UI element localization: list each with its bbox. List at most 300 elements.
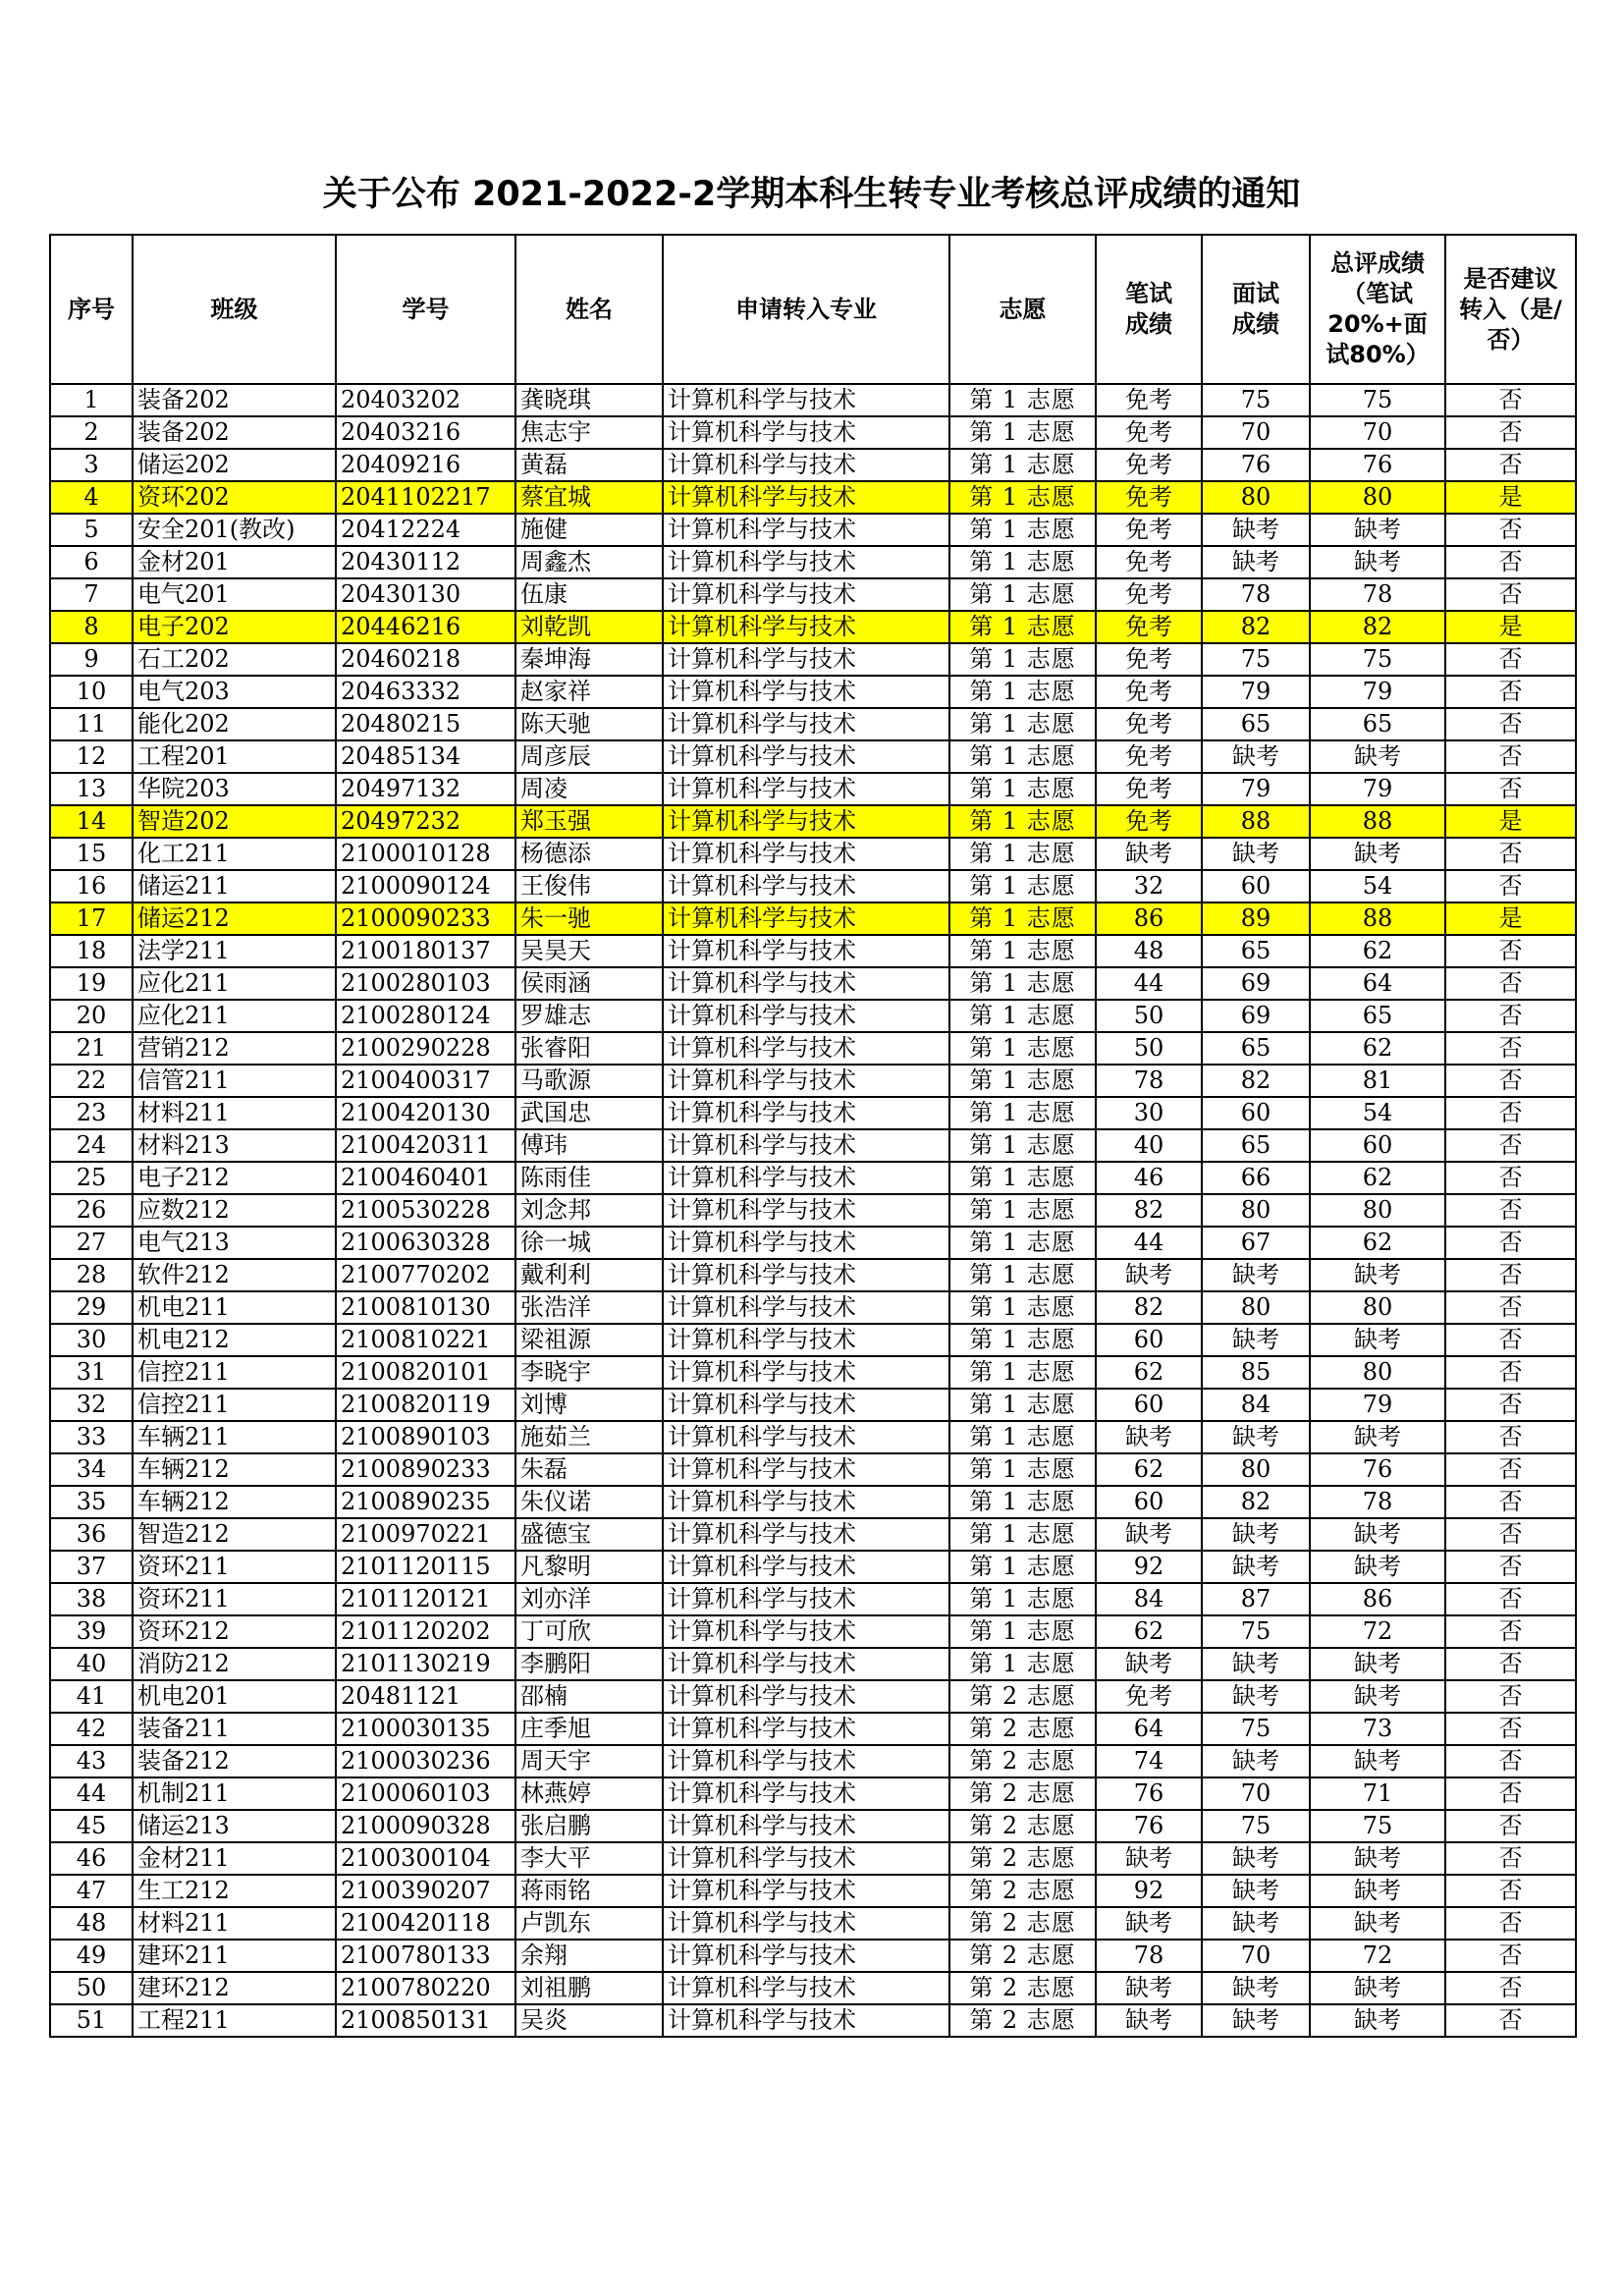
header-row xyxy=(50,235,1576,384)
cell-total-score: 80 xyxy=(1310,481,1445,514)
cell-student-id: 2100390207 xyxy=(336,1875,515,1907)
cell-recommend: 否 xyxy=(1445,1583,1576,1615)
cell-written-score: 78 xyxy=(1096,1940,1202,1972)
cell-preference: 第 2 志愿 xyxy=(949,1972,1096,2004)
cell-student-id: 20497132 xyxy=(336,773,515,805)
cell-student-id: 20497232 xyxy=(336,805,515,838)
cell-total-score: 缺考 xyxy=(1310,1745,1445,1777)
cell-recommend: 否 xyxy=(1445,1680,1576,1713)
cell-class: 信控211 xyxy=(133,1356,336,1389)
table-row xyxy=(50,1875,1576,1907)
cell-preference: 第 1 志愿 xyxy=(949,1518,1096,1551)
cell-major: 计算机科学与技术 xyxy=(663,1227,949,1259)
cell-preference: 第 1 志愿 xyxy=(949,1000,1096,1032)
table-row xyxy=(50,805,1576,838)
cell-name: 刘博 xyxy=(515,1389,663,1421)
cell-recommend: 否 xyxy=(1445,416,1576,449)
cell-class: 资环212 xyxy=(133,1615,336,1648)
cell-index: 28 xyxy=(50,1259,133,1291)
cell-total-score: 72 xyxy=(1310,1940,1445,1972)
cell-recommend: 否 xyxy=(1445,1907,1576,1940)
cell-index: 6 xyxy=(50,546,133,578)
cell-written-score: 免考 xyxy=(1096,740,1202,773)
cell-student-id: 2100030135 xyxy=(336,1713,515,1745)
cell-student-id: 2100850131 xyxy=(336,2004,515,2037)
cell-major: 计算机科学与技术 xyxy=(663,1648,949,1680)
cell-recommend: 否 xyxy=(1445,1551,1576,1583)
cell-recommend: 是 xyxy=(1445,902,1576,935)
cell-total-score: 79 xyxy=(1310,773,1445,805)
cell-written-score: 缺考 xyxy=(1096,1421,1202,1453)
cell-name: 徐一城 xyxy=(515,1227,663,1259)
cell-interview-score: 75 xyxy=(1202,1615,1310,1648)
cell-name: 赵家祥 xyxy=(515,676,663,708)
cell-name: 林燕婷 xyxy=(515,1777,663,1810)
cell-index: 26 xyxy=(50,1194,133,1227)
cell-preference: 第 1 志愿 xyxy=(949,1259,1096,1291)
cell-preference: 第 1 志愿 xyxy=(949,935,1096,967)
cell-interview-score: 缺考 xyxy=(1202,1745,1310,1777)
cell-preference: 第 1 志愿 xyxy=(949,578,1096,611)
cell-interview-score: 82 xyxy=(1202,1065,1310,1097)
cell-recommend: 否 xyxy=(1445,1810,1576,1842)
table-row xyxy=(50,1518,1576,1551)
cell-major: 计算机科学与技术 xyxy=(663,1777,949,1810)
cell-preference: 第 2 志愿 xyxy=(949,1680,1096,1713)
table-row xyxy=(50,384,1576,416)
cell-student-id: 2100890103 xyxy=(336,1421,515,1453)
cell-index: 22 xyxy=(50,1065,133,1097)
cell-index: 49 xyxy=(50,1940,133,1972)
cell-index: 17 xyxy=(50,902,133,935)
cell-class: 装备212 xyxy=(133,1745,336,1777)
table-row xyxy=(50,1940,1576,1972)
cell-name: 张浩洋 xyxy=(515,1291,663,1324)
cell-class: 化工211 xyxy=(133,838,336,870)
cell-class: 生工212 xyxy=(133,1875,336,1907)
cell-interview-score: 75 xyxy=(1202,1810,1310,1842)
cell-name: 周鑫杰 xyxy=(515,546,663,578)
cell-major: 计算机科学与技术 xyxy=(663,1875,949,1907)
cell-index: 21 xyxy=(50,1032,133,1065)
cell-major: 计算机科学与技术 xyxy=(663,546,949,578)
cell-interview-score: 缺考 xyxy=(1202,740,1310,773)
cell-student-id: 2100820101 xyxy=(336,1356,515,1389)
cell-total-score: 64 xyxy=(1310,967,1445,1000)
cell-name: 武国忠 xyxy=(515,1097,663,1129)
cell-total-score: 75 xyxy=(1310,643,1445,676)
cell-total-score: 缺考 xyxy=(1310,1421,1445,1453)
cell-written-score: 84 xyxy=(1096,1583,1202,1615)
cell-name: 周天宇 xyxy=(515,1745,663,1777)
cell-written-score: 60 xyxy=(1096,1486,1202,1518)
cell-major: 计算机科学与技术 xyxy=(663,1810,949,1842)
cell-student-id: 2100400317 xyxy=(336,1065,515,1097)
table-row xyxy=(50,1648,1576,1680)
cell-total-score: 73 xyxy=(1310,1713,1445,1745)
cell-preference: 第 1 志愿 xyxy=(949,611,1096,643)
cell-interview-score: 82 xyxy=(1202,1486,1310,1518)
cell-preference: 第 2 志愿 xyxy=(949,1875,1096,1907)
cell-interview-score: 79 xyxy=(1202,773,1310,805)
table-row xyxy=(50,1356,1576,1389)
cell-recommend: 否 xyxy=(1445,1227,1576,1259)
cell-student-id: 2100030236 xyxy=(336,1745,515,1777)
cell-index: 5 xyxy=(50,514,133,546)
cell-class: 软件212 xyxy=(133,1259,336,1291)
header-cell: 申请转入专业 xyxy=(663,235,949,384)
cell-major: 计算机科学与技术 xyxy=(663,1259,949,1291)
cell-class: 电气213 xyxy=(133,1227,336,1259)
cell-name: 卢凯东 xyxy=(515,1907,663,1940)
cell-recommend: 否 xyxy=(1445,1194,1576,1227)
cell-written-score: 82 xyxy=(1096,1291,1202,1324)
cell-recommend: 否 xyxy=(1445,1615,1576,1648)
cell-preference: 第 2 志愿 xyxy=(949,1940,1096,1972)
cell-interview-score: 76 xyxy=(1202,449,1310,481)
cell-student-id: 2100630328 xyxy=(336,1227,515,1259)
cell-written-score: 86 xyxy=(1096,902,1202,935)
cell-student-id: 20485134 xyxy=(336,740,515,773)
cell-index: 51 xyxy=(50,2004,133,2037)
cell-recommend: 否 xyxy=(1445,773,1576,805)
cell-interview-score: 缺考 xyxy=(1202,1518,1310,1551)
cell-student-id: 20481121 xyxy=(336,1680,515,1713)
cell-recommend: 是 xyxy=(1445,481,1576,514)
cell-name: 朱磊 xyxy=(515,1453,663,1486)
cell-index: 39 xyxy=(50,1615,133,1648)
cell-student-id: 2100970221 xyxy=(336,1518,515,1551)
cell-major: 计算机科学与技术 xyxy=(663,1745,949,1777)
cell-class: 电子212 xyxy=(133,1162,336,1194)
cell-name: 侯雨涵 xyxy=(515,967,663,1000)
cell-name: 陈天驰 xyxy=(515,708,663,740)
cell-written-score: 缺考 xyxy=(1096,1259,1202,1291)
cell-total-score: 缺考 xyxy=(1310,546,1445,578)
cell-index: 32 xyxy=(50,1389,133,1421)
cell-interview-score: 缺考 xyxy=(1202,1907,1310,1940)
cell-total-score: 78 xyxy=(1310,578,1445,611)
cell-major: 计算机科学与技术 xyxy=(663,773,949,805)
cell-recommend: 否 xyxy=(1445,1000,1576,1032)
cell-preference: 第 1 志愿 xyxy=(949,1421,1096,1453)
cell-index: 47 xyxy=(50,1875,133,1907)
cell-major: 计算机科学与技术 xyxy=(663,611,949,643)
cell-interview-score: 缺考 xyxy=(1202,838,1310,870)
table-row xyxy=(50,870,1576,902)
cell-total-score: 79 xyxy=(1310,676,1445,708)
cell-total-score: 缺考 xyxy=(1310,1324,1445,1356)
cell-preference: 第 1 志愿 xyxy=(949,902,1096,935)
cell-name: 李大平 xyxy=(515,1842,663,1875)
table-row xyxy=(50,902,1576,935)
cell-preference: 第 1 志愿 xyxy=(949,805,1096,838)
cell-preference: 第 2 志愿 xyxy=(949,1842,1096,1875)
cell-name: 焦志宇 xyxy=(515,416,663,449)
cell-written-score: 64 xyxy=(1096,1713,1202,1745)
cell-major: 计算机科学与技术 xyxy=(663,1551,949,1583)
cell-class: 装备211 xyxy=(133,1713,336,1745)
cell-name: 朱仪诺 xyxy=(515,1486,663,1518)
cell-name: 刘乾凯 xyxy=(515,611,663,643)
table-row xyxy=(50,2004,1576,2037)
cell-index: 43 xyxy=(50,1745,133,1777)
cell-written-score: 32 xyxy=(1096,870,1202,902)
cell-interview-score: 70 xyxy=(1202,1940,1310,1972)
header-cell: 面试成绩 xyxy=(1202,235,1310,384)
cell-student-id: 2101120202 xyxy=(336,1615,515,1648)
table-row xyxy=(50,546,1576,578)
cell-major: 计算机科学与技术 xyxy=(663,1032,949,1065)
cell-preference: 第 1 志愿 xyxy=(949,870,1096,902)
cell-written-score: 40 xyxy=(1096,1129,1202,1162)
table-row xyxy=(50,1615,1576,1648)
table-row xyxy=(50,514,1576,546)
cell-written-score: 缺考 xyxy=(1096,1648,1202,1680)
table-row xyxy=(50,1421,1576,1453)
cell-recommend: 否 xyxy=(1445,1324,1576,1356)
cell-class: 电子202 xyxy=(133,611,336,643)
cell-total-score: 60 xyxy=(1310,1129,1445,1162)
cell-name: 梁祖源 xyxy=(515,1324,663,1356)
cell-class: 安全201(教改) xyxy=(133,514,336,546)
cell-major: 计算机科学与技术 xyxy=(663,1421,949,1453)
cell-class: 车辆211 xyxy=(133,1421,336,1453)
table-row xyxy=(50,578,1576,611)
cell-written-score: 免考 xyxy=(1096,676,1202,708)
table-row xyxy=(50,967,1576,1000)
cell-student-id: 20480215 xyxy=(336,708,515,740)
cell-recommend: 否 xyxy=(1445,384,1576,416)
cell-interview-score: 缺考 xyxy=(1202,1842,1310,1875)
cell-written-score: 免考 xyxy=(1096,611,1202,643)
cell-name: 周凌 xyxy=(515,773,663,805)
cell-total-score: 缺考 xyxy=(1310,1551,1445,1583)
table-row xyxy=(50,1129,1576,1162)
cell-class: 机制211 xyxy=(133,1777,336,1810)
cell-interview-score: 80 xyxy=(1202,1291,1310,1324)
cell-written-score: 82 xyxy=(1096,1194,1202,1227)
cell-written-score: 缺考 xyxy=(1096,2004,1202,2037)
cell-recommend: 否 xyxy=(1445,1713,1576,1745)
cell-recommend: 否 xyxy=(1445,708,1576,740)
cell-interview-score: 缺考 xyxy=(1202,546,1310,578)
cell-student-id: 2100090233 xyxy=(336,902,515,935)
cell-student-id: 2100780133 xyxy=(336,1940,515,1972)
cell-major: 计算机科学与技术 xyxy=(663,384,949,416)
table-row xyxy=(50,740,1576,773)
cell-index: 44 xyxy=(50,1777,133,1810)
cell-preference: 第 1 志愿 xyxy=(949,481,1096,514)
cell-total-score: 缺考 xyxy=(1310,1875,1445,1907)
cell-index: 34 xyxy=(50,1453,133,1486)
cell-total-score: 75 xyxy=(1310,384,1445,416)
cell-total-score: 72 xyxy=(1310,1615,1445,1648)
cell-interview-score: 缺考 xyxy=(1202,1259,1310,1291)
cell-student-id: 20430130 xyxy=(336,578,515,611)
cell-recommend: 否 xyxy=(1445,1421,1576,1453)
cell-preference: 第 2 志愿 xyxy=(949,1777,1096,1810)
cell-preference: 第 1 志愿 xyxy=(949,416,1096,449)
cell-major: 计算机科学与技术 xyxy=(663,1324,949,1356)
table-row xyxy=(50,643,1576,676)
cell-student-id: 2100420130 xyxy=(336,1097,515,1129)
cell-name: 傅玮 xyxy=(515,1129,663,1162)
cell-recommend: 否 xyxy=(1445,1453,1576,1486)
cell-recommend: 否 xyxy=(1445,1259,1576,1291)
cell-written-score: 缺考 xyxy=(1096,1972,1202,2004)
cell-student-id: 2100810221 xyxy=(336,1324,515,1356)
cell-written-score: 44 xyxy=(1096,967,1202,1000)
cell-recommend: 否 xyxy=(1445,1777,1576,1810)
table-row xyxy=(50,708,1576,740)
cell-class: 机电211 xyxy=(133,1291,336,1324)
cell-index: 7 xyxy=(50,578,133,611)
table-row xyxy=(50,1000,1576,1032)
cell-preference: 第 1 志愿 xyxy=(949,1324,1096,1356)
cell-written-score: 74 xyxy=(1096,1745,1202,1777)
cell-written-score: 76 xyxy=(1096,1810,1202,1842)
cell-written-score: 免考 xyxy=(1096,805,1202,838)
cell-interview-score: 缺考 xyxy=(1202,1648,1310,1680)
cell-major: 计算机科学与技术 xyxy=(663,1194,949,1227)
cell-name: 施健 xyxy=(515,514,663,546)
cell-interview-score: 65 xyxy=(1202,1129,1310,1162)
cell-index: 30 xyxy=(50,1324,133,1356)
cell-student-id: 2100530228 xyxy=(336,1194,515,1227)
cell-recommend: 否 xyxy=(1445,1389,1576,1421)
cell-interview-score: 82 xyxy=(1202,611,1310,643)
cell-preference: 第 1 志愿 xyxy=(949,643,1096,676)
cell-interview-score: 79 xyxy=(1202,676,1310,708)
cell-total-score: 76 xyxy=(1310,449,1445,481)
cell-recommend: 否 xyxy=(1445,1940,1576,1972)
cell-written-score: 30 xyxy=(1096,1097,1202,1129)
cell-written-score: 免考 xyxy=(1096,481,1202,514)
cell-major: 计算机科学与技术 xyxy=(663,481,949,514)
cell-name: 朱一驰 xyxy=(515,902,663,935)
cell-student-id: 20403202 xyxy=(336,384,515,416)
cell-index: 38 xyxy=(50,1583,133,1615)
table-row xyxy=(50,1907,1576,1940)
cell-interview-score: 88 xyxy=(1202,805,1310,838)
cell-written-score: 免考 xyxy=(1096,1680,1202,1713)
cell-student-id: 20460218 xyxy=(336,643,515,676)
cell-name: 刘祖鹏 xyxy=(515,1972,663,2004)
cell-written-score: 缺考 xyxy=(1096,1842,1202,1875)
cell-preference: 第 1 志愿 xyxy=(949,1227,1096,1259)
cell-name: 吴炎 xyxy=(515,2004,663,2037)
cell-major: 计算机科学与技术 xyxy=(663,902,949,935)
cell-class: 储运211 xyxy=(133,870,336,902)
cell-class: 装备202 xyxy=(133,384,336,416)
cell-student-id: 2100770202 xyxy=(336,1259,515,1291)
cell-student-id: 2100810130 xyxy=(336,1291,515,1324)
cell-written-score: 48 xyxy=(1096,935,1202,967)
cell-student-id: 20430112 xyxy=(336,546,515,578)
cell-preference: 第 1 志愿 xyxy=(949,1065,1096,1097)
cell-class: 应化211 xyxy=(133,1000,336,1032)
cell-total-score: 缺考 xyxy=(1310,2004,1445,2037)
cell-total-score: 81 xyxy=(1310,1065,1445,1097)
cell-interview-score: 65 xyxy=(1202,1032,1310,1065)
cell-name: 蔡宜城 xyxy=(515,481,663,514)
cell-class: 电气203 xyxy=(133,676,336,708)
cell-name: 刘亦洋 xyxy=(515,1583,663,1615)
cell-written-score: 62 xyxy=(1096,1453,1202,1486)
cell-index: 8 xyxy=(50,611,133,643)
cell-name: 蒋雨铭 xyxy=(515,1875,663,1907)
cell-recommend: 否 xyxy=(1445,967,1576,1000)
cell-major: 计算机科学与技术 xyxy=(663,1291,949,1324)
table-row xyxy=(50,1810,1576,1842)
table-row xyxy=(50,935,1576,967)
cell-recommend: 否 xyxy=(1445,514,1576,546)
cell-recommend: 否 xyxy=(1445,1162,1576,1194)
cell-written-score: 缺考 xyxy=(1096,1518,1202,1551)
cell-class: 车辆212 xyxy=(133,1453,336,1486)
table-row xyxy=(50,1065,1576,1097)
cell-preference: 第 2 志愿 xyxy=(949,1713,1096,1745)
header-cell: 笔试成绩 xyxy=(1096,235,1202,384)
cell-name: 陈雨佳 xyxy=(515,1162,663,1194)
cell-student-id: 20446216 xyxy=(336,611,515,643)
table-row xyxy=(50,1194,1576,1227)
cell-index: 25 xyxy=(50,1162,133,1194)
cell-total-score: 缺考 xyxy=(1310,1680,1445,1713)
cell-class: 机电201 xyxy=(133,1680,336,1713)
cell-class: 车辆212 xyxy=(133,1486,336,1518)
cell-index: 16 xyxy=(50,870,133,902)
cell-major: 计算机科学与技术 xyxy=(663,838,949,870)
cell-recommend: 否 xyxy=(1445,546,1576,578)
cell-interview-score: 缺考 xyxy=(1202,1324,1310,1356)
cell-total-score: 88 xyxy=(1310,902,1445,935)
cell-name: 张睿阳 xyxy=(515,1032,663,1065)
cell-student-id: 2100820119 xyxy=(336,1389,515,1421)
cell-name: 戴利利 xyxy=(515,1259,663,1291)
cell-major: 计算机科学与技术 xyxy=(663,1842,949,1875)
cell-major: 计算机科学与技术 xyxy=(663,1486,949,1518)
cell-major: 计算机科学与技术 xyxy=(663,1097,949,1129)
cell-name: 李鹏阳 xyxy=(515,1648,663,1680)
cell-total-score: 70 xyxy=(1310,416,1445,449)
cell-total-score: 62 xyxy=(1310,1227,1445,1259)
cell-recommend: 否 xyxy=(1445,449,1576,481)
cell-class: 装备202 xyxy=(133,416,336,449)
cell-recommend: 否 xyxy=(1445,1875,1576,1907)
cell-written-score: 92 xyxy=(1096,1875,1202,1907)
cell-class: 资环202 xyxy=(133,481,336,514)
cell-student-id: 2100090328 xyxy=(336,1810,515,1842)
cell-preference: 第 1 志愿 xyxy=(949,1486,1096,1518)
cell-student-id: 2100060103 xyxy=(336,1777,515,1810)
table-row xyxy=(50,1842,1576,1875)
table-row xyxy=(50,1972,1576,2004)
cell-interview-score: 89 xyxy=(1202,902,1310,935)
cell-preference: 第 1 志愿 xyxy=(949,1032,1096,1065)
cell-index: 3 xyxy=(50,449,133,481)
cell-total-score: 82 xyxy=(1310,611,1445,643)
cell-index: 40 xyxy=(50,1648,133,1680)
table-row xyxy=(50,1486,1576,1518)
cell-student-id: 20403216 xyxy=(336,416,515,449)
cell-written-score: 免考 xyxy=(1096,449,1202,481)
table-row xyxy=(50,449,1576,481)
cell-preference: 第 1 志愿 xyxy=(949,708,1096,740)
cell-written-score: 78 xyxy=(1096,1065,1202,1097)
cell-class: 法学211 xyxy=(133,935,336,967)
